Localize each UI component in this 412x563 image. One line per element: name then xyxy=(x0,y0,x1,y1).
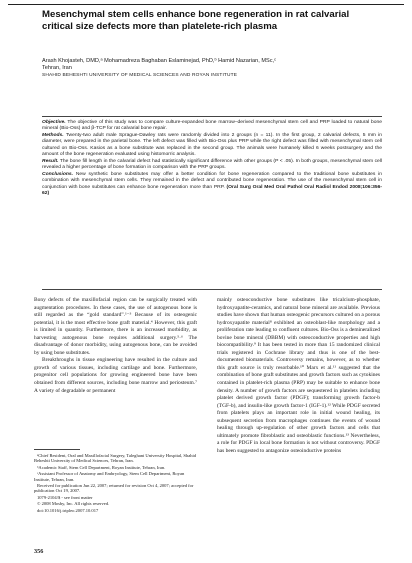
top-rule xyxy=(8,4,404,5)
abstract-bottom-rule xyxy=(42,289,382,290)
body-right-column xyxy=(217,297,380,455)
page-number: 356 xyxy=(34,548,44,555)
footnote-rule xyxy=(34,449,80,450)
body-paragraph: mainly osteoconductive bone substitutes like tricalcium-phosphate, hydroxyapatite-ceramics, and natural bone mineral are available. Previous studies have shown that human osteogenic precursors cultured on a porous hydroxyapatite material⁸ exhibited an osteoblast-like morphology and a proliferation rate leading to confluent cultures. Bio-Oss is a demineralized bovine bone mineral (DBBM) with osteoconductive properties and high biocompatibility.⁹ It has been tested in more than 15 randomized clinical trials registered in Cochrane library and thus is one of the best-documented biomaterials. Controversy remains, however, as to whether this graft source is truly resorbable.¹⁰ Marx et al.¹¹ suggested that the combination of bone graft substitutes and growth factors such as cytokines contained in platelet-rich plasma (PRP) may be suitable to enhance bone density. A number of growth factors are sequestered in platelets including platelet derived growth factor (PDGF); transforming growth factor-b (TGF-b), and insulin-like growth factor-1 (IGF-1).¹² While PDGF secreted from platelets plays an important role in initial wound healing, its subsequent secretion from macrophages continues the events of wound healing through up-regulation of other growth factors and cells that ultimately promote fibroblastic and osteoblastic functions.¹³ Nevertheless, a role for PDGF in local bone formation is not without controversy. PDGF has been suggested to antagonize osteoinductive proteins xyxy=(217,297,380,454)
body-paragraph: Bony defects of the maxillofacial region can be surgically treated with augmentation procedures. In these cases, the use of autogenous bone is still regarded as the “gold standard”.¹⁻³ Because of its osteogenic potential, it is the most effective bone graft material.⁴ However, this graft is limited in quantity. Furthermore, there is an increased morbidity, as harvesting autogenous bone requires additional surgery.⁵·⁶ The disadvantage of donor morbidity, using autogenous bone, can be avoided by using bone substitutes. xyxy=(34,297,197,356)
abstract xyxy=(42,120,382,198)
abstract-conclusions: Conclusions. New synthetic bone substitutes may offer a better condition for bone regeneration compared to the traditional bone substitutes in combination with mesenchymal stem cells. They remained in the defect and contributed bone regeneration. The use of the mesenchymal stem cell in conjunction with bone substitutes can enhance bone regeneration more than PRP. (Oral Surg Oral Med Oral Pathol Oral Radiol Endod 2008;106:356-62) xyxy=(42,172,382,196)
abstract-methods: Methods. Twenty-two adult male Sprague-Dawley rats were randomly divided into 2 groups (n = 11). In the first group, 2 calvarial defects, 5 mm in diameter, were prepared in the parietal bone. The left defect was filled with Bio-Oss plus PRP while the right defect was filled with mesenchymal stem cell cultured on Bio-Oss. Kasios as a bone substitute was replaced in the second group. The animals were humanely killed 6 weeks postsurgery and the amount of the bone regeneration evaluated using histomorric analysis. xyxy=(42,133,382,157)
author-names: Arash Khojasteh, DMD,ᵃ Mohamadreza Baghaban Eslaminejad, PhD,ᵇ Hamid Nazarian, MSc,ᶜ xyxy=(42,58,277,64)
author-block xyxy=(42,58,382,80)
abstract-objective: Objective. The objective of this study was to compare culture-expanded bone marrow–derived mesenchymal stem cell and PRP loaded to natural bone mineral (Bio-Oss) and β-TCP for rat calvarial bone repair. xyxy=(42,120,382,132)
author-affiliation: SHAHID BEHESHTI UNIVERSITY OF MEDICAL SCIENCES AND ROYAN INSTITUTE xyxy=(42,73,238,79)
citation: (Oral Surg Oral Med Oral Pathol Oral Radiol Endod 2008;106:356-62) xyxy=(42,184,382,196)
abstract-top-rule xyxy=(42,116,382,117)
body-left-column xyxy=(34,297,197,395)
footnotes xyxy=(34,453,197,514)
abstract-result: Result. The bone fill length in the calvarial defect had statistically significant difference with other groups (P < .05). In both groups, mesenchymal stem cell revealed a higher percentage of bone formation in comparison with the PRP groups. xyxy=(42,158,382,171)
footnote: Received for publication Jun 22, 2007; returned for revision Oct 4, 2007; accepted for publication Oct 19, 2007. xyxy=(34,483,194,494)
article-title: Mesenchymal stem cells enhance bone regeneration in rat calvarial critical size defects more than platelete-rich plasma xyxy=(42,9,350,32)
footnote: ᵃChief Resident, Oral and Maxillofacial Surgery, Taleghani University Hospital, Shahid Beheshti University of Medical Sciences, Tehran, Iran. xyxy=(34,453,197,464)
footnote: © 2008 Mosby, Inc. All rights reserved. xyxy=(37,501,110,507)
footnote: ᵇAcademic Staff, Stem Cell Department, Royan Institute, Tehran, Iran. xyxy=(37,464,166,470)
body-paragraph: Breakthroughs in tissue engineering have resulted in the culture and growth of various tissues, including cartilage and bone. Furthermore, progenitor cell populations for growing engineered bone have been obtained from different sources, including bone marrow and periosteum.⁷ A variety of degradable or permanent xyxy=(34,357,197,394)
footnote-doi: doi:10.1016/j.tripleo.2007.10.017 xyxy=(37,507,99,513)
footnote: ᶜAssistant Professor of Anatomy and Embryology, Stem Cell Department, Royan Institute, Tehran, Iran. xyxy=(34,471,185,482)
author-city: Tehran, Iran xyxy=(42,65,72,72)
footnote: 1079-2104/$ - see front matter xyxy=(37,494,93,500)
